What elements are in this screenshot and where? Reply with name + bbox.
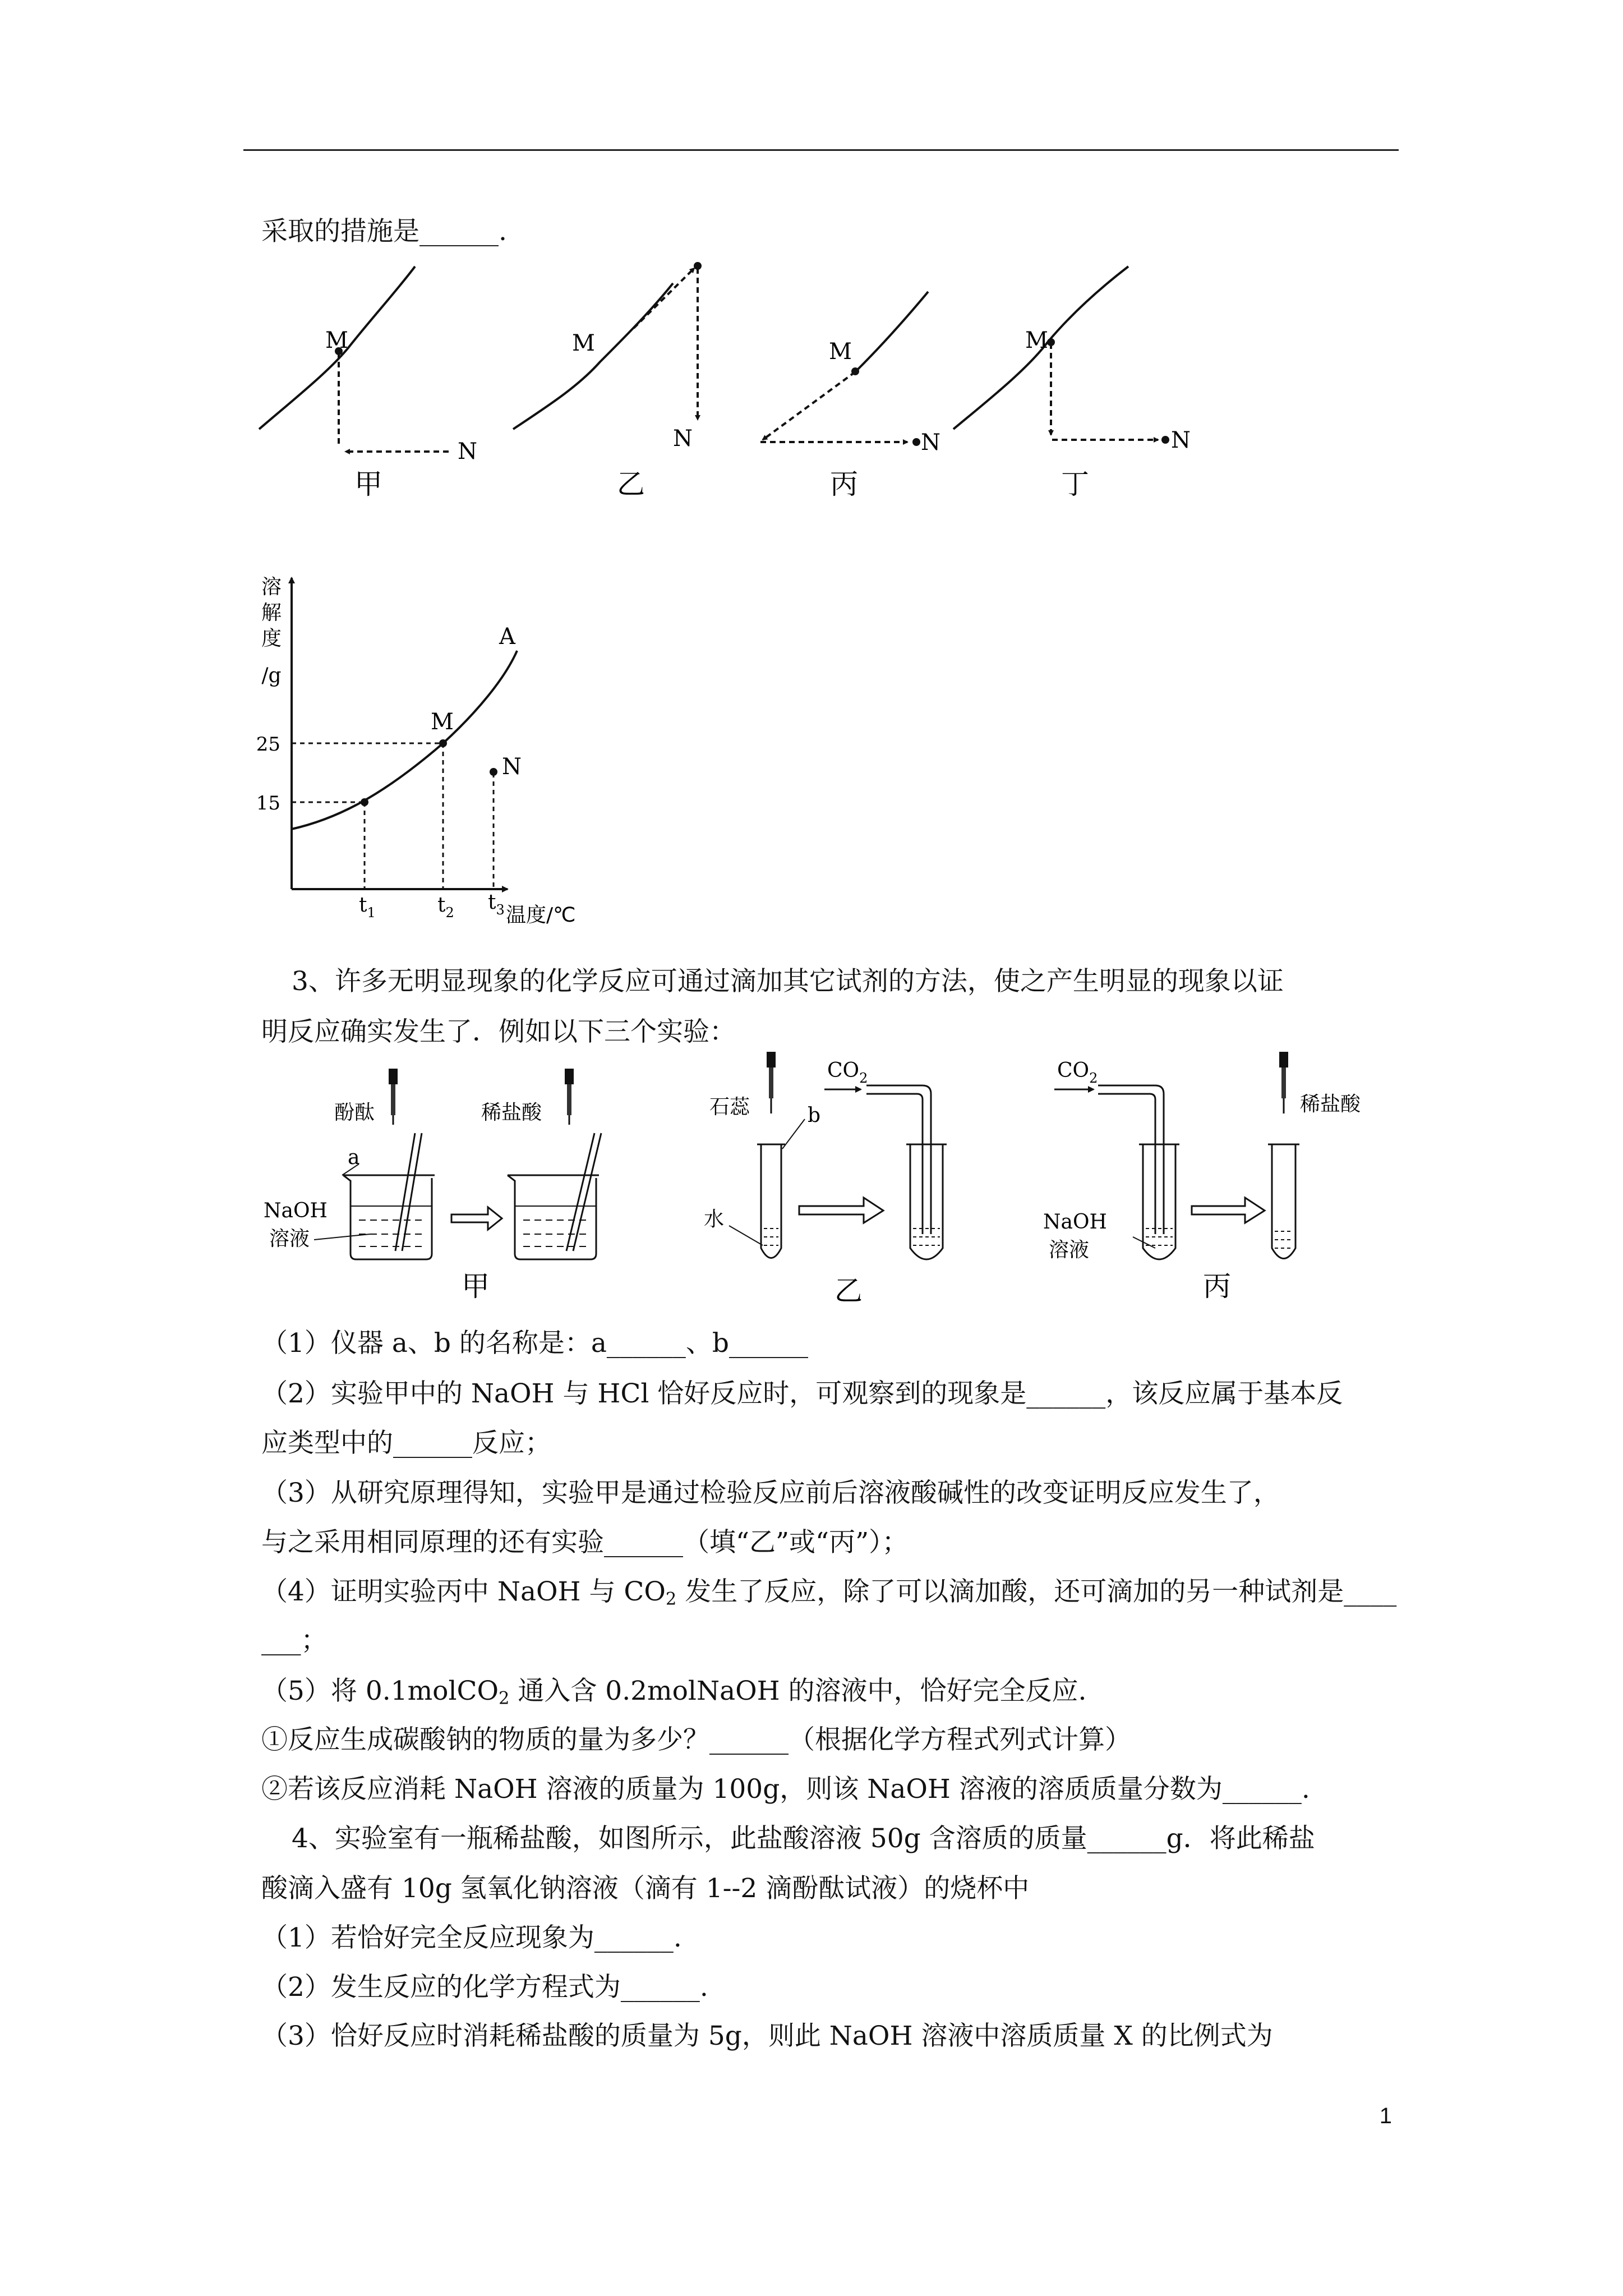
graph-yi-n: N <box>673 426 693 452</box>
q4-item2: （2）发生反应的化学方程式为______. <box>261 1972 708 2003</box>
chart-point-m: M <box>431 709 454 735</box>
bing-solution-2: 溶液 <box>1049 1239 1090 1262</box>
graph-bing-caption: 丙 <box>830 468 858 500</box>
y-tick-15: 15 <box>256 792 280 815</box>
graph-jia-n: N <box>458 439 477 464</box>
q3-item3-line1: （3）从研究原理得知，实验甲是通过检验反应前后溶液酸碱性的改变证明反应发生了， <box>261 1478 1280 1508</box>
q3-item2-line2: 应类型中的______反应； <box>261 1428 551 1458</box>
q3-item2-line1: （2）实验甲中的 NaOH 与 HCl 恰好反应时，可观察到的现象是______，该反应属于基本反 <box>261 1378 1343 1409</box>
q4-intro-line1: 4、实验室有一瓶稀盐酸，如图所示，此盐酸溶液 50g 含溶质的质量______g．将此稀盐 <box>292 1823 1315 1854</box>
experiment-bing <box>1043 1052 1361 1303</box>
continued-question-text: 采取的措施是______. <box>261 216 507 247</box>
curve-label: A <box>499 624 515 650</box>
q3-intro-line1: 3、许多无明显现象的化学反应可通过滴加其它试剂的方法，使之产生明显的现象以证 <box>292 966 1284 997</box>
x-tick-t1: $t_1$ <box>359 894 376 921</box>
bing-gas: $CO_2$ <box>1057 1059 1098 1086</box>
y-label-2: 解 <box>261 601 282 624</box>
y-label-4: /g <box>261 664 282 687</box>
bing-solution-1: NaOH <box>1043 1211 1107 1234</box>
yi-reagent: 石蕊 <box>709 1096 750 1119</box>
x-tick-t2: $t_2$ <box>437 894 454 921</box>
bing-caption: 丙 <box>1203 1270 1231 1303</box>
graph-jia-caption: 甲 <box>354 468 382 500</box>
graph-ding-caption: 丁 <box>1061 468 1089 500</box>
y-label-1: 溶 <box>261 576 282 599</box>
graph-ding-m: M <box>1025 328 1048 353</box>
experiment-yi <box>704 1052 947 1307</box>
q3-item4-line1: （4）证明实验丙中 NaOH 与 $CO_2$ 发生了反应，除了可以滴加酸，还可滴加的另一种试剂是____ <box>261 1576 1397 1609</box>
graph-yi-caption: 乙 <box>617 468 645 500</box>
q4-item3: （3）恰好反应时消耗稀盐酸的质量为 5g，则此 NaOH 溶液中溶质质量 X 的比例式为 <box>261 2021 1273 2051</box>
q3-item5-1: ①反应生成碳酸钠的物质的量为多少？______（根据化学方程式列式计算） <box>261 1724 1131 1755</box>
x-tick-t3: $t_3$ <box>488 891 505 918</box>
jia-label-a: a <box>348 1146 360 1169</box>
q4-intro-line2: 酸滴入盛有 10g 氢氧化钠溶液（滴有 1--2 滴酚酞试液）的烧杯中 <box>261 1873 1030 1904</box>
yi-gas: $CO_2$ <box>827 1059 868 1086</box>
q3-item4-line2: ___； <box>261 1625 328 1656</box>
q4-item1: （1）若恰好完全反应现象为______. <box>261 1922 682 1953</box>
y-label-3: 度 <box>261 627 282 650</box>
graph-bing-m: M <box>829 339 852 365</box>
experiment-jia <box>264 1069 601 1303</box>
jia-reagent1: 酚酞 <box>334 1101 375 1124</box>
graph-ding-n: N <box>1171 427 1191 453</box>
jia-solution-1: NaOH <box>264 1199 328 1222</box>
graph-jia-m: M <box>325 328 348 353</box>
yi-label-b: b <box>808 1104 821 1127</box>
x-axis-label: 温度/℃ <box>506 904 576 927</box>
q3-intro-line2: 明反应确实发生了．例如以下三个实验： <box>261 1016 736 1047</box>
jia-solution-2: 溶液 <box>269 1227 310 1250</box>
q3-item1: （1）仪器 a、b 的名称是：a______、b______ <box>261 1328 808 1359</box>
q3-item5: （5）将 0.1molCO$_2$ 通入含 0.2molNaOH 的溶液中，恰好完全反应. <box>261 1676 1087 1709</box>
graph-bing-n: N <box>921 430 940 455</box>
jia-caption: 甲 <box>462 1270 490 1303</box>
q3-item3-line2: 与之采用相同原理的还有实验______（填“乙”或“丙”）； <box>261 1527 909 1558</box>
yi-water: 水 <box>704 1208 725 1231</box>
page-number: 1 <box>1379 2104 1392 2128</box>
jia-reagent2: 稀盐酸 <box>481 1101 542 1124</box>
y-tick-25: 25 <box>256 733 280 756</box>
chart-point-n: N <box>502 754 522 780</box>
bing-reagent: 稀盐酸 <box>1300 1093 1361 1116</box>
graph-yi-m: M <box>572 330 595 356</box>
yi-caption: 乙 <box>834 1274 863 1307</box>
q3-item5-2: ②若该反应消耗 NaOH 溶液的质量为 100g，则该 NaOH 溶液的溶质质量分数为______. <box>261 1774 1310 1805</box>
